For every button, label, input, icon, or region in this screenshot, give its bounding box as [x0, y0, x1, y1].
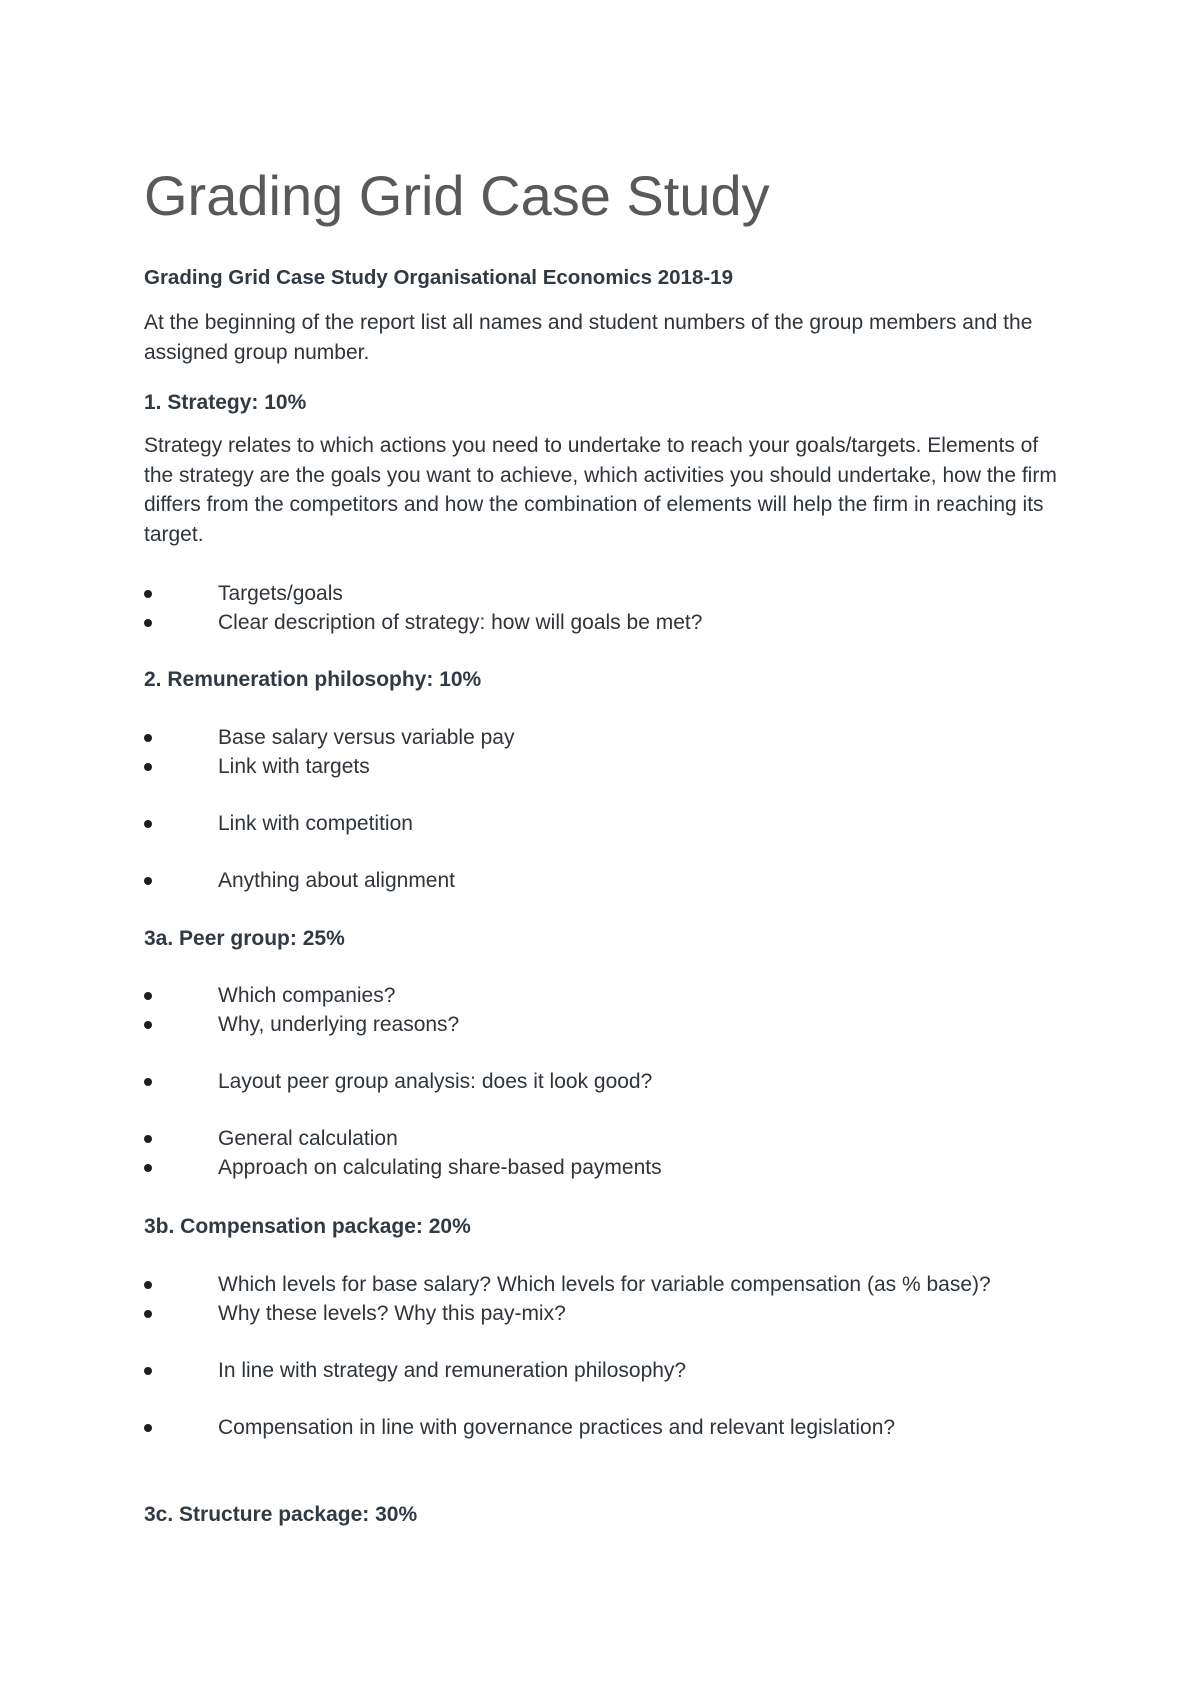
document-subtitle: Grading Grid Case Study Organisational Economics 2018-19 — [144, 266, 733, 289]
section-heading-strategy: 1. Strategy: 10% — [144, 391, 307, 414]
bullet-icon — [144, 877, 152, 885]
bullet-icon — [144, 820, 152, 828]
bullet-icon — [144, 1078, 152, 1086]
bullet-icon — [144, 734, 152, 742]
bullet-icon — [144, 1281, 152, 1289]
list-item: Clear description of strategy: how will goals be met? — [144, 608, 1064, 637]
list-item: Link with competition — [144, 809, 1064, 838]
list-item: Which levels for base salary? Which levels for variable compensation (as % base)? — [144, 1270, 1064, 1299]
list-item: Compensation in line with governance practices and relevant legislation? — [144, 1413, 1064, 1442]
compensation-list — [144, 1270, 1064, 1442]
list-item: Anything about alignment — [144, 866, 1064, 895]
bullet-icon — [144, 590, 152, 598]
bullet-icon — [144, 1367, 152, 1375]
section-heading-peer-group: 3a. Peer group: 25% — [144, 927, 345, 950]
section-heading-structure: 3c. Structure package: 30% — [144, 1503, 418, 1526]
strategy-description: Strategy relates to which actions you need to undertake to reach your goals/targets. Elements of the strategy are the goals you want to achieve, which activities you should undertake, how the firm differs from the competitors and how the combination of elements will help the firm in reaching its target. — [144, 434, 1057, 546]
list-item: Layout peer group analysis: does it look good? — [144, 1067, 1064, 1096]
strategy-list — [144, 579, 1064, 637]
peer-group-list — [144, 981, 1064, 1182]
remuneration-list — [144, 723, 1064, 895]
list-item: General calculation — [144, 1124, 1064, 1153]
list-item: Why, underlying reasons? — [144, 1010, 1064, 1039]
bullet-icon — [144, 1135, 152, 1143]
document-title: Grading Grid Case Study — [144, 164, 770, 227]
list-item: Which companies? — [144, 981, 1064, 1010]
section-heading-remuneration: 2. Remuneration philosophy: 10% — [144, 668, 482, 691]
list-item: In line with strategy and remuneration philosophy? — [144, 1356, 1064, 1385]
bullet-icon — [144, 1310, 152, 1318]
bullet-icon — [144, 1164, 152, 1172]
list-item: Targets/goals — [144, 579, 1064, 608]
list-item: Why these levels? Why this pay-mix? — [144, 1299, 1064, 1328]
list-item: Link with targets — [144, 752, 1064, 781]
intro-paragraph: At the beginning of the report list all names and student numbers of the group members and the assigned group number. — [144, 311, 1033, 364]
section-heading-compensation: 3b. Compensation package: 20% — [144, 1215, 471, 1238]
bullet-icon — [144, 992, 152, 1000]
bullet-icon — [144, 619, 152, 627]
bullet-icon — [144, 763, 152, 771]
bullet-icon — [144, 1424, 152, 1432]
bullet-icon — [144, 1021, 152, 1029]
list-item: Base salary versus variable pay — [144, 723, 1064, 752]
list-item: Approach on calculating share-based payments — [144, 1153, 1064, 1182]
